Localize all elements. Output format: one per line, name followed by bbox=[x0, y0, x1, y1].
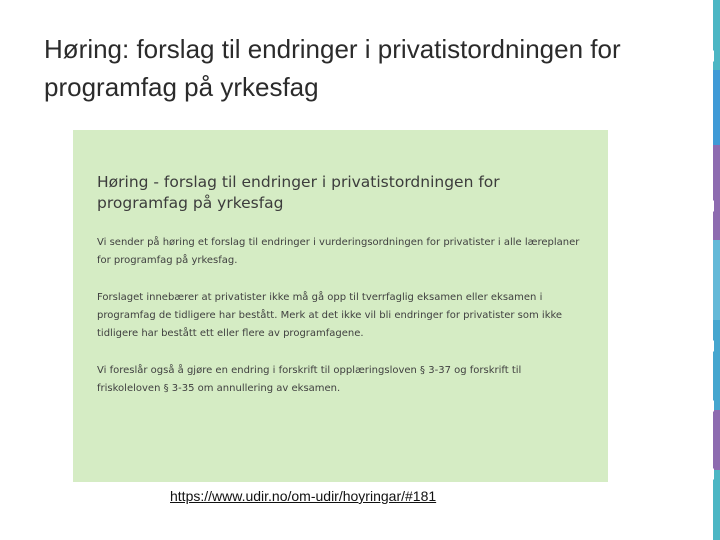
strip-segment bbox=[713, 70, 720, 145]
source-link[interactable]: https://www.udir.no/om-udir/hoyringar/#181 bbox=[170, 488, 437, 504]
strip-notch-icon bbox=[708, 468, 714, 480]
slide-title: Høring: forslag til endringer i privatistordningen for programfag på yrkesfag bbox=[44, 34, 621, 102]
strip-segment bbox=[713, 470, 720, 540]
strip-segment bbox=[713, 410, 720, 470]
decorative-side-strip bbox=[713, 0, 720, 540]
screenshot-panel bbox=[73, 130, 608, 482]
panel-paragraph-1: Vi sender på høring et forslag til endringer i vurderingsordningen for privatister i alle læreplaner for programfag på yrkesfag. bbox=[97, 237, 580, 266]
strip-notch-icon bbox=[708, 340, 714, 352]
strip-segment bbox=[713, 240, 720, 320]
panel-heading: Høring - forslag til endringer i privatistordningen for programfag på yrkesfag bbox=[97, 173, 500, 212]
panel-paragraph-3: Vi foreslår også å gjøre en endring i forskrift til opplæringsloven § 3-37 og forskrift til friskoleloven § 3-35 om annullering av eksamen. bbox=[97, 365, 522, 394]
strip-notch-icon bbox=[708, 400, 714, 412]
strip-segment bbox=[713, 320, 720, 410]
panel-paragraph-2: Forslaget innebærer at privatister ikke må gå opp til tverrfaglig eksamen eller eksamen i programfag de tidligere har bestått. Merk at det ikke vil bli endringer for privatister som ikke tidligere har bestått ett eller flere av programfagene. bbox=[97, 292, 563, 339]
strip-segment bbox=[713, 145, 720, 240]
strip-notch-icon bbox=[708, 200, 714, 212]
strip-segment bbox=[713, 0, 720, 70]
strip-notch-icon bbox=[708, 50, 714, 62]
